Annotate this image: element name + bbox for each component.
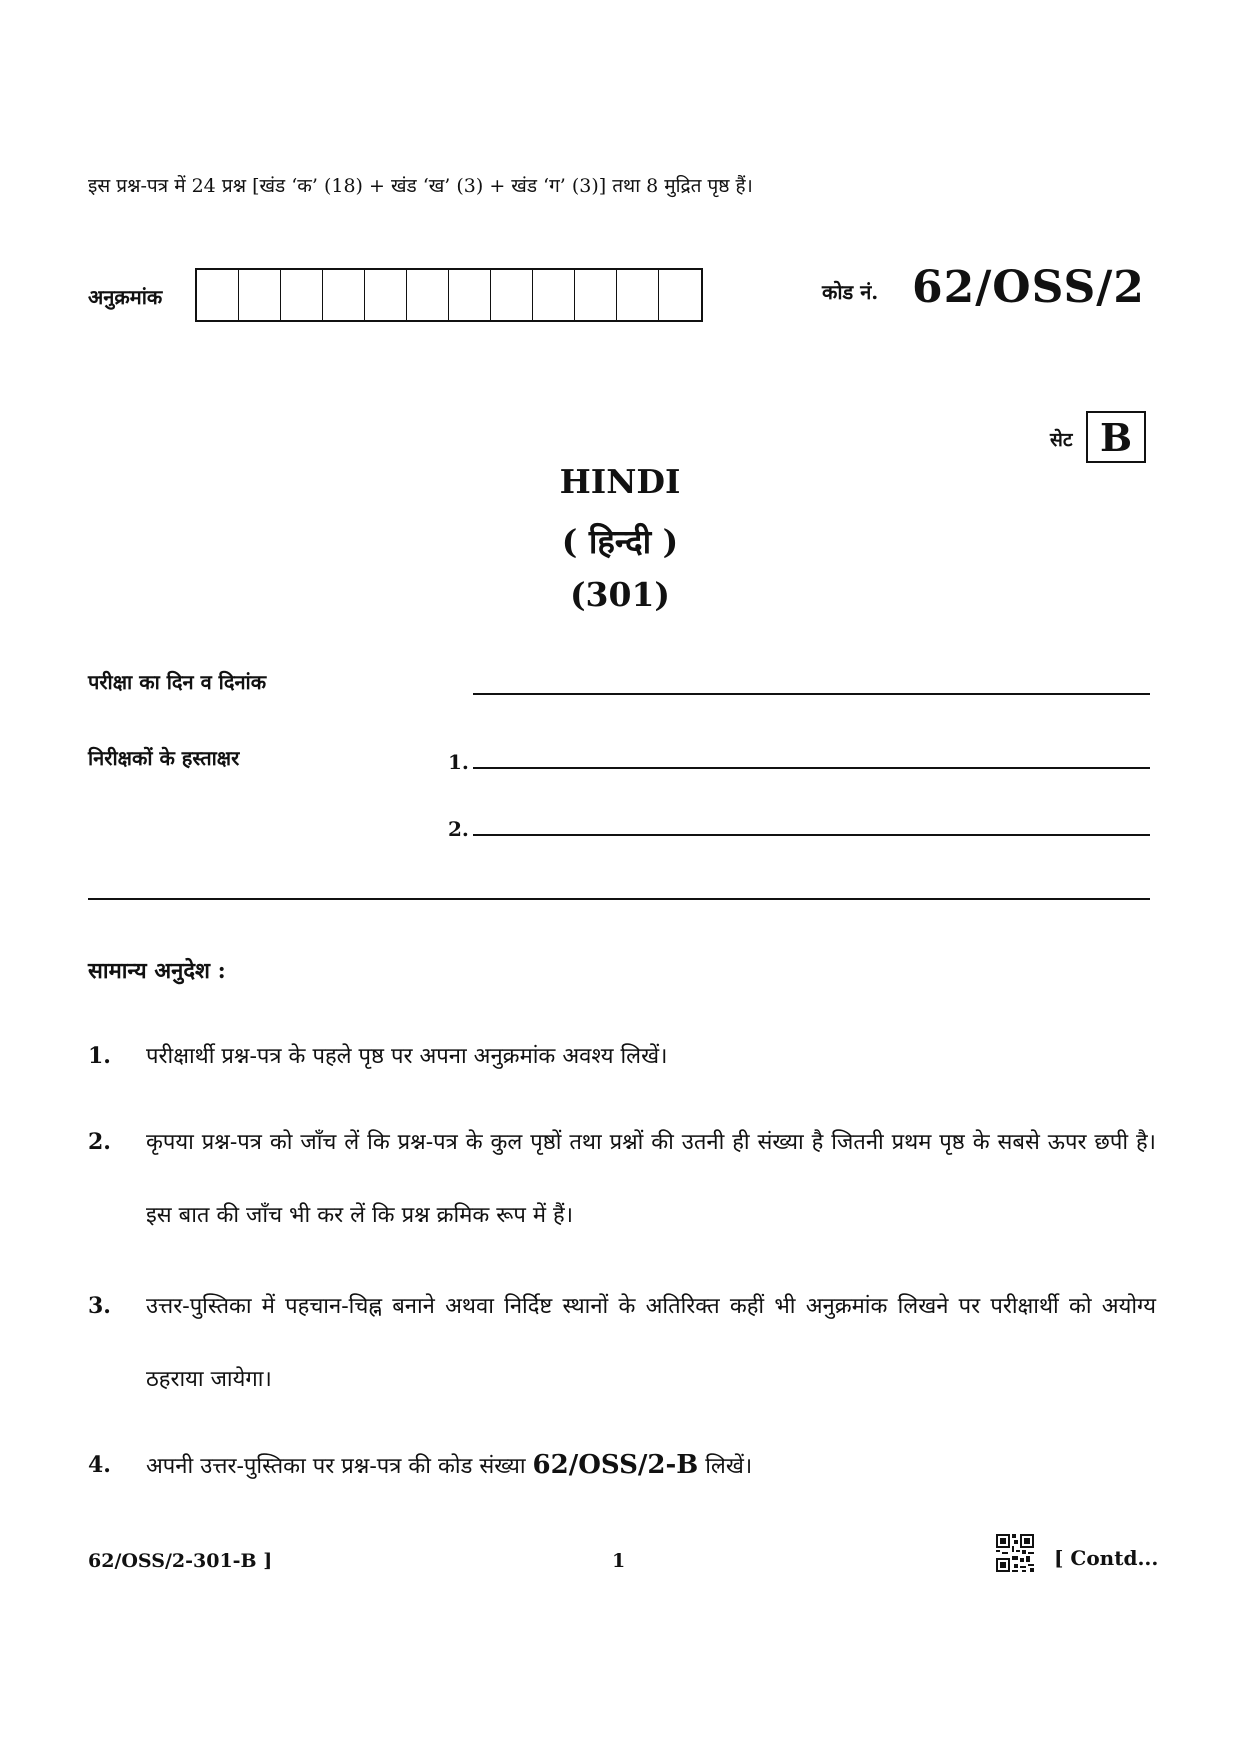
instruction-4-text [146,1429,1156,1503]
roll-number-cell[interactable] [197,270,239,320]
instruction-3-number: 3. [88,1293,111,1319]
roll-number-label: अनुक्रमांक [88,285,163,309]
code-number-value: 62/OSS/2 [912,262,1145,313]
roll-number-cell[interactable] [575,270,617,320]
roll-number-cell[interactable] [365,270,407,320]
exam-date-line[interactable] [473,693,1150,695]
instruction-4-text-after: लिखें। [705,1454,753,1479]
roll-number-cell[interactable] [659,270,701,320]
roll-number-cell[interactable] [491,270,533,320]
roll-number-cell[interactable] [239,270,281,320]
code-number-label: कोड नं. [822,280,879,304]
qr-code-icon [996,1534,1034,1572]
invigilator-signature-label: निरीक्षकों के हस्ताक्षर [88,746,240,770]
general-instructions-heading: सामान्य अनुदेश : [88,958,226,984]
instruction-1-number: 1. [88,1043,111,1069]
signature-1-line[interactable] [473,767,1150,769]
roll-number-grid[interactable] [195,268,703,322]
roll-number-cell[interactable] [323,270,365,320]
instruction-4-code: 62/OSS/2-B [532,1450,699,1480]
footer-continued: [ Contd... [1054,1546,1159,1570]
instruction-4-number: 4. [88,1452,111,1478]
roll-number-cell[interactable] [533,270,575,320]
roll-number-cell[interactable] [449,270,491,320]
instruction-2-number: 2. [88,1129,111,1155]
instruction-1-text: परीक्षार्थी प्रश्न-पत्र के पहले पृष्ठ पर अपना अनुक्रमांक अवश्य लिखें। [146,1044,668,1069]
footer-page-number: 1 [612,1550,626,1572]
instruction-4-text-before: अपनी उत्तर-पुस्तिका पर प्रश्न-पत्र की कोड संख्या [146,1454,526,1479]
roll-number-cell[interactable] [281,270,323,320]
subject-title-english: HINDI [559,462,681,501]
section-divider [88,898,1150,900]
signature-1-number: 1. [448,750,469,774]
footer-paper-code: 62/OSS/2-301-B ] [88,1550,273,1572]
exam-date-label: परीक्षा का दिन व दिनांक [88,670,267,694]
instruction-2-text: कृपया प्रश्न-पत्र को जाँच लें कि प्रश्न-पत्र के कुल पृष्ठों तथा प्रश्नों की उतनी ही संख्या है जितनी प्रथम पृष्ठ के सबसे ऊपर छपी है। इस बात की जाँच भी कर लें कि प्रश्न क्रमिक रूप में हैं। [146,1130,1156,1228]
subject-code: (301) [569,575,671,614]
roll-number-cell[interactable] [407,270,449,320]
set-label: सेट [1050,429,1073,451]
instruction-3-text: उत्तर-पुस्तिका में पहचान-चिह्न बनाने अथवा निर्दिष्ट स्थानों के अतिरिक्त कहीं भी अनुक्रमांक लिखने पर परीक्षार्थी को अयोग्य ठहराया जायेगा। [146,1294,1156,1392]
paper-summary-note: इस प्रश्न-पत्र में 24 प्रश्न [खंड ‘क’ (18) + खंड ‘ख’ (3) + खंड ‘ग’ (3)] तथा 8 मुद्रित पृष्ठ हैं। [88,175,753,197]
subject-title-hindi: ( हिन्दी ) [561,522,679,561]
roll-number-cell[interactable] [617,270,659,320]
signature-2-line[interactable] [473,834,1150,836]
set-value-box: B [1086,411,1146,463]
signature-2-number: 2. [448,817,469,841]
